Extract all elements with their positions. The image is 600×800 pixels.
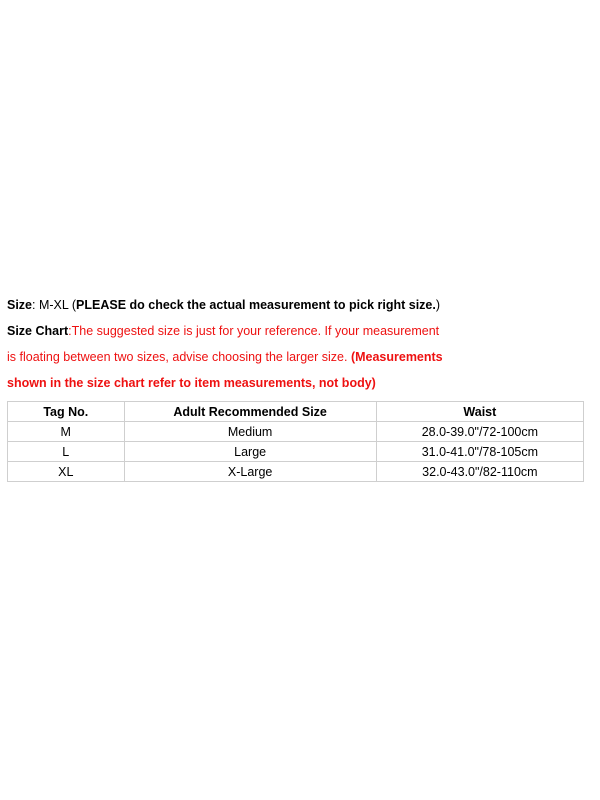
size-chart-sep: : bbox=[68, 324, 72, 338]
size-close: ) bbox=[435, 298, 441, 312]
size-chart-bold-1: (Measurements bbox=[350, 350, 443, 364]
size-chart-label: Size Chart bbox=[7, 324, 69, 338]
header-waist: Waist bbox=[376, 402, 583, 422]
size-label: Size bbox=[7, 298, 33, 312]
size-table bbox=[7, 401, 584, 482]
size-chart-line-3 bbox=[7, 374, 587, 392]
size-chart-line-1 bbox=[7, 322, 587, 340]
cell-waist: 31.0-41.0"/78-105cm bbox=[376, 442, 583, 462]
size-sep: : bbox=[32, 298, 39, 312]
size-line bbox=[7, 296, 587, 314]
size-chart-text-1: The suggested size is just for your reference. If your measurement bbox=[71, 324, 440, 338]
cell-adult-size: Medium bbox=[124, 422, 376, 442]
size-note: PLEASE do check the actual measurement to pick right size. bbox=[76, 298, 436, 312]
cell-adult-size: Large bbox=[124, 442, 376, 462]
cell-tag: XL bbox=[8, 462, 125, 482]
size-open: ( bbox=[68, 298, 77, 312]
cell-adult-size: X-Large bbox=[124, 462, 376, 482]
cell-waist: 28.0-39.0"/72-100cm bbox=[376, 422, 583, 442]
size-chart-line-2 bbox=[7, 348, 587, 366]
header-tag-no: Tag No. bbox=[8, 402, 125, 422]
table-row bbox=[8, 462, 584, 482]
table-row bbox=[8, 442, 584, 462]
size-value: M-XL bbox=[38, 298, 69, 312]
size-chart-text-2: is floating between two sizes, advise choosing the larger size. bbox=[7, 350, 351, 364]
size-info bbox=[7, 296, 587, 400]
table-header-row bbox=[8, 402, 584, 422]
size-chart-bold-2: shown in the size chart refer to item measurements, not body) bbox=[7, 376, 376, 390]
cell-tag: L bbox=[8, 442, 125, 462]
cell-tag: M bbox=[8, 422, 125, 442]
header-adult-size: Adult Recommended Size bbox=[124, 402, 376, 422]
cell-waist: 32.0-43.0"/82-110cm bbox=[376, 462, 583, 482]
table-row bbox=[8, 422, 584, 442]
